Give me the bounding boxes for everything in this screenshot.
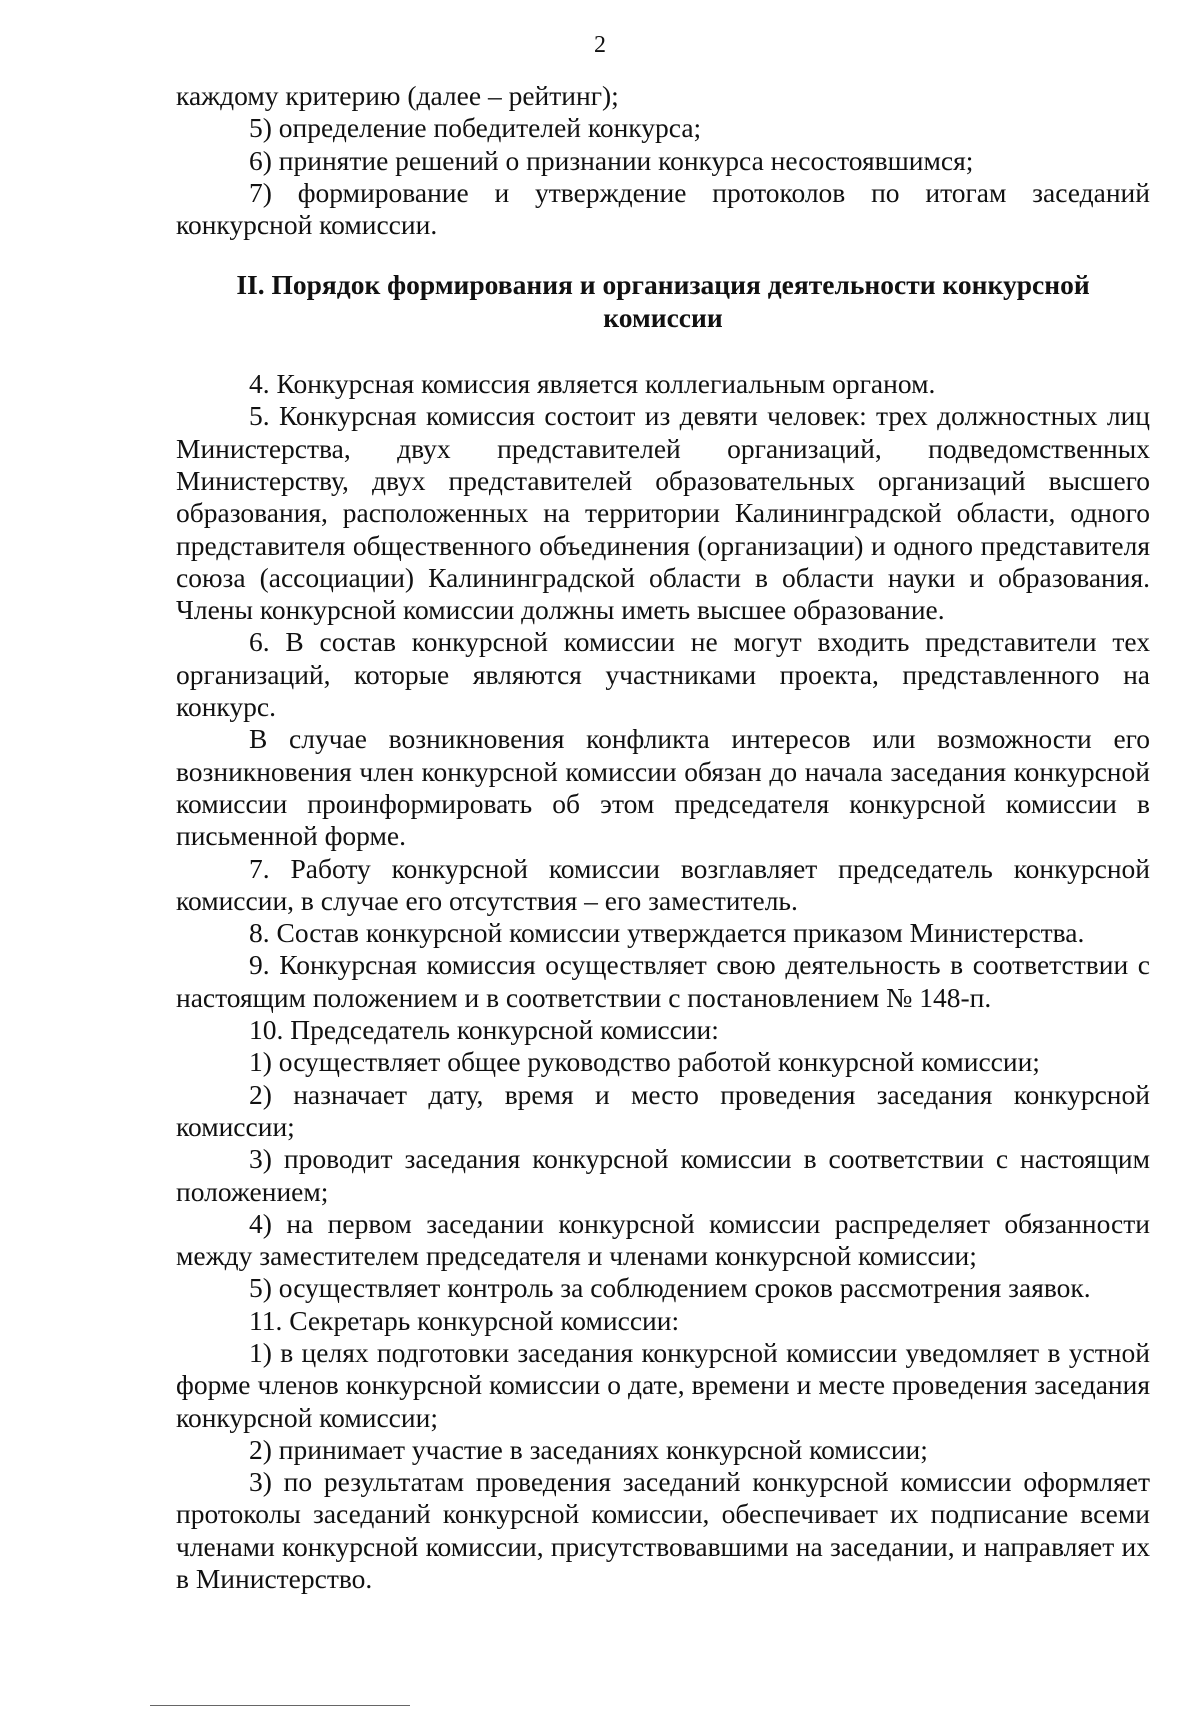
paragraph-7: 7. Работу конкурсной комиссии возглавляет председатель конкурсной комиссии, в случае его отсутствия – его заместитель. — [176, 852, 1150, 916]
intro-continuation: каждому критерию (далее – рейтинг); — [176, 80, 619, 111]
paragraph-8: 8. Состав конкурсной комиссии утверждается приказом Министерства. — [249, 917, 1085, 949]
list-item-6: 6) принятие решений о признании конкурса несостоявшимся; — [249, 144, 974, 176]
paragraph-5: 5. Конкурсная комиссия состоит из девяти человек: трех должностных лиц Министерства, двух представителей организаций, подведомственных Министерству, двух представителей образовательных организаций высшего образования, расположенных на территории Калининградской области, одного представителя общественного объединения (организации) и одного представителя союза (ассоциации) Калининградской области в области науки и образования. Члены конкурсной комиссии должны иметь высшее образование. — [176, 400, 1150, 626]
chair-duty-2: 2) назначает дату, время и место проведения заседания конкурсной комиссии; — [176, 1078, 1150, 1142]
chair-duty-5: 5) осуществляет контроль за соблюдением сроков рассмотрения заявок. — [249, 1272, 1091, 1304]
page-number: 2 — [594, 32, 606, 58]
list-item-5: 5) определение победителей конкурса; — [249, 112, 702, 144]
paragraph-4: 4. Конкурсная комиссия является коллегиальным органом. — [249, 368, 936, 400]
paragraph-10: 10. Председатель конкурсной комиссии: — [249, 1014, 719, 1046]
list-item-7: 7) формирование и утверждение протоколов по итогам заседаний конкурсной комиссии. — [176, 176, 1150, 241]
section-heading: II. Порядок формирования и организация деятельности конкурсной комиссии — [236, 269, 1090, 333]
paragraph-conflict: В случае возникновения конфликта интересов или возможности его возникновения член конкурсной комиссии обязан до начала заседания конкурсной комиссии проинформировать об этом председателя конкурсной комиссии в письменной форме. — [176, 723, 1150, 852]
document-body — [176, 80, 1150, 1595]
secretary-duty-3: 3) по результатам проведения заседаний конкурсной комиссии оформляет протоколы заседаний конкурсной комиссии, обеспечивает их подписание всеми членами конкурсной комиссии, присутствовавшими на заседании, и направляет их в Министерство. — [176, 1466, 1150, 1595]
secretary-duty-1: 1) в целях подготовки заседания конкурсной комиссии уведомляет в устной форме членов конкурсной комиссии о дате, времени и месте проведения заседания конкурсной комиссии; — [176, 1336, 1150, 1433]
paragraph-11: 11. Секретарь конкурсной комиссии: — [249, 1304, 680, 1336]
paragraph-9: 9. Конкурсная комиссия осуществляет свою деятельность в соответствии с настоящим положением и в соответствии с постановлением № 148-п. — [176, 949, 1150, 1013]
chair-duty-4: 4) на первом заседании конкурсной комиссии распределяет обязанности между заместителем председателя и членами конкурсной комиссии; — [176, 1207, 1150, 1272]
footer-rule — [150, 1705, 410, 1706]
chair-duty-3: 3) проводит заседания конкурсной комиссии в соответствии с настоящим положением; — [176, 1143, 1150, 1207]
chair-duty-1: 1) осуществляет общее руководство работой конкурсной комиссии; — [249, 1046, 1040, 1078]
secretary-duty-2: 2) принимает участие в заседаниях конкурсной комиссии; — [249, 1433, 928, 1465]
paragraph-6: 6. В состав конкурсной комиссии не могут входить представители тех организаций, которые являются участниками проекта, представленного на конкурс. — [176, 626, 1150, 723]
